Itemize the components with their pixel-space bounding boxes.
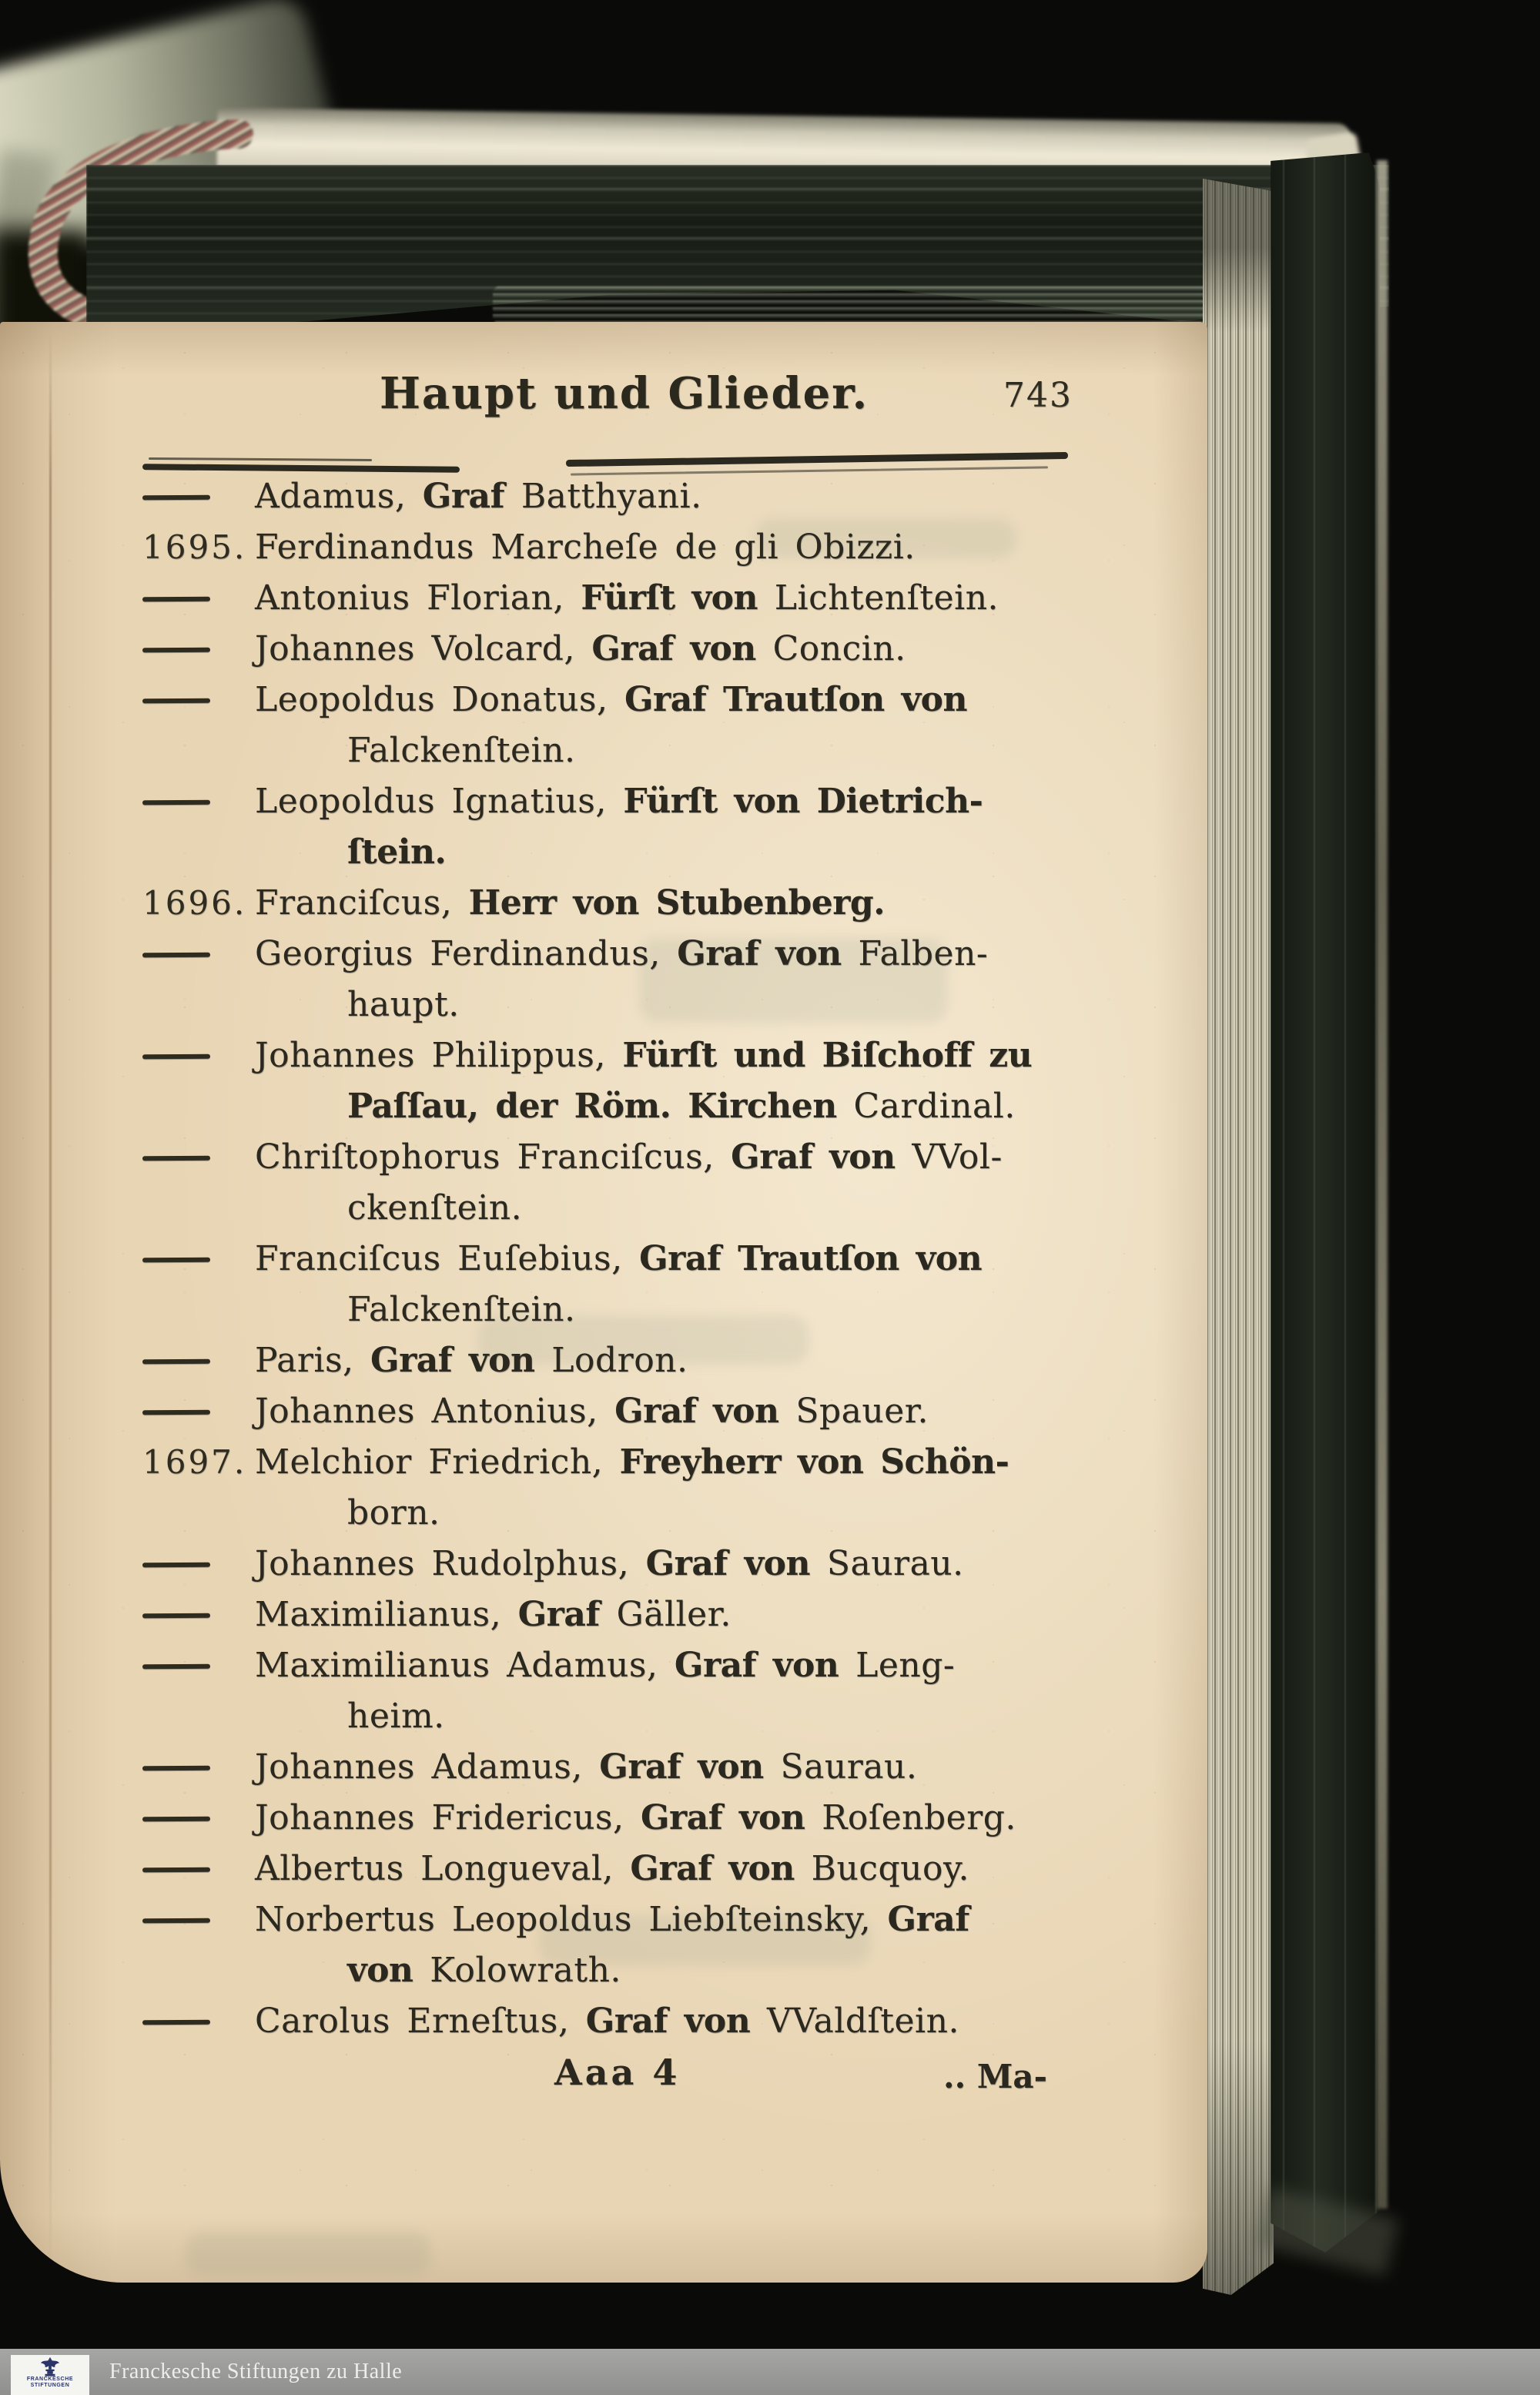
book-page: [0, 322, 1207, 2283]
entry-dash: [142, 1386, 255, 1437]
entry-line: born.: [347, 1493, 440, 1532]
entry-line: von Kolowrath.: [347, 1951, 621, 1990]
entry-line: Maximilianus Adamus, Graf von Leng-: [255, 1646, 956, 1685]
page-number: 743: [1003, 376, 1073, 415]
footer-bar: [0, 2349, 1540, 2395]
entry-dash: [142, 1132, 255, 1183]
francke-eagle-icon: [38, 2356, 62, 2377]
entry-line: Falckenſtein.: [347, 1290, 576, 1329]
entry-text: [255, 1894, 1119, 1996]
entry-line: Adamus, Graf Batthyani.: [255, 477, 702, 516]
entry-year: 1697.: [142, 1443, 247, 1481]
entry-text: [255, 1437, 1119, 1539]
entry-row: [142, 1793, 1119, 1844]
entry-line: Leopoldus Donatus, Graf Trautſon von: [255, 680, 968, 719]
dash-mark: [142, 494, 210, 500]
dash-mark: [142, 596, 210, 601]
entry-text: [255, 1793, 1119, 1844]
entry-line: Albertus Longueval, Graf von Bucquoy.: [255, 1849, 969, 1888]
entry-text: [255, 1844, 1119, 1894]
entry-row: [142, 522, 1119, 573]
entry-line: Johannes Rudolphus, Graf von Saurau.: [255, 1544, 964, 1583]
dash-mark: [142, 1409, 210, 1415]
dash-mark: [142, 1053, 210, 1059]
dash-mark: [142, 1816, 210, 1821]
entry-line: Falckenſtein.: [347, 731, 576, 770]
entry-dash: [142, 1793, 255, 1844]
entry-line: Franciſcus, Herr von Stubenberg.: [255, 883, 886, 923]
entry-row: [142, 1234, 1119, 1335]
entry-line: Antonius Florian, Fürſt von Lichtenſtein.: [255, 578, 999, 618]
right-fore-edge-dark: [1270, 152, 1380, 2261]
entry-text: [255, 1539, 1119, 1589]
gutter-crease: [49, 333, 52, 2273]
entry-dash: [142, 1894, 255, 1945]
entry-dash: [142, 1589, 255, 1640]
entry-text: [255, 776, 1119, 878]
entry-row: [142, 1844, 1119, 1894]
cover-edge-highlight: [1377, 160, 1388, 2209]
entry-text: [255, 522, 1119, 573]
dash-mark: [142, 1663, 210, 1669]
entry-line: Johannes Adamus, Graf von Saurau.: [255, 1747, 918, 1787]
entry-dash: [142, 929, 255, 980]
entry-text: [255, 1335, 1119, 1386]
entry-year: 1696.: [142, 884, 247, 922]
entry-text: [255, 1030, 1119, 1132]
entry-row: [142, 1589, 1119, 1640]
entry-row: [142, 929, 1119, 1030]
rule-stroke: [566, 452, 1068, 467]
entry-line: Leopoldus Ignatius, Fürſt von Dietrich-: [255, 782, 983, 821]
entry-line: Chriſtophorus Franciſcus, Graf von VVol-: [255, 1137, 1003, 1177]
entry-row: [142, 1132, 1119, 1234]
entry-line: Paris, Graf von Lodron.: [255, 1341, 688, 1380]
dash-mark: [142, 1613, 210, 1618]
entry-text: [255, 1742, 1119, 1793]
entry-dash: [142, 624, 255, 675]
dash-mark: [142, 1358, 210, 1364]
entry-dash: [142, 573, 255, 624]
entry-text: [255, 471, 1119, 522]
entry-line: Maximilianus, Graf Gäller.: [255, 1595, 732, 1634]
entry-line: Norbertus Leopoldus Liebſteinsky, Graf: [255, 1900, 969, 1939]
entry-dash: [142, 1335, 255, 1386]
entry-year: 1695.: [142, 528, 247, 566]
entry-row: [142, 1030, 1119, 1132]
entry-text: [255, 624, 1119, 675]
logo-text-line2: STIFTUNGEN: [30, 2383, 70, 2388]
entry-dash: [142, 1742, 255, 1793]
entry-row: [142, 573, 1119, 624]
top-page-edge-layers: [493, 286, 1217, 323]
dash-mark: [142, 1257, 210, 1262]
entry-row: [142, 675, 1119, 776]
entry-text: [255, 929, 1119, 1030]
entry-text: [255, 573, 1119, 624]
entry-dash: [142, 1234, 255, 1285]
entry-row: [142, 1996, 1119, 2047]
right-page-edges: [1203, 179, 1274, 2295]
page-header-title: Haupt und Glieder.: [380, 368, 869, 419]
entry-line: ckenſtein.: [347, 1188, 523, 1228]
catchword: .. Ma-: [943, 2058, 1048, 2095]
dash-mark: [142, 1155, 210, 1161]
entry-dash: [142, 675, 255, 725]
entry-dash: [142, 1996, 255, 2047]
entry-line: Franciſcus Euſebius, Graf Trautſon von: [255, 1239, 983, 1278]
institution-logo: [11, 2355, 89, 2395]
dash-mark: [142, 647, 210, 652]
entry-dash: [142, 471, 255, 522]
entry-line: heim.: [347, 1697, 445, 1736]
dash-mark: [142, 698, 210, 703]
entry-line: Ferdinandus Marcheſe de gli Obizzi.: [255, 528, 916, 567]
dash-mark: [142, 1918, 210, 1923]
entry-row: [142, 1894, 1119, 1996]
entry-line: Paſſau, der Röm. Kirchen Cardinal.: [347, 1087, 1016, 1126]
dash-mark: [142, 952, 210, 957]
entry-list: [142, 471, 1119, 2047]
entry-dash: [142, 1539, 255, 1589]
entry-text: [255, 878, 1119, 929]
entry-line: Johannes Philippus, Fürſt und Biſchoff zu: [255, 1036, 1033, 1075]
institution-name: Franckesche Stiftungen zu Halle: [109, 2360, 403, 2383]
entry-dash: [142, 1640, 255, 1691]
entry-dash: [142, 1030, 255, 1081]
entry-row: [142, 1386, 1119, 1437]
entry-line: Johannes Volcard, Graf von Concin.: [255, 629, 906, 668]
entry-row: [142, 1335, 1119, 1386]
entry-row: [142, 1742, 1119, 1793]
entry-text: [255, 1640, 1119, 1742]
dash-mark: [142, 799, 210, 805]
logo-text-line1: FRANCKESCHE: [26, 2377, 74, 2382]
rule-stroke: [149, 457, 372, 461]
entry-row: [142, 1640, 1119, 1742]
signature-mark: Aaa 4: [554, 2052, 681, 2093]
dash-mark: [142, 1562, 210, 1567]
entry-row: [142, 1539, 1119, 1589]
entry-dash: [142, 1844, 255, 1894]
entry-row: [142, 776, 1119, 878]
dash-mark: [142, 2019, 210, 2025]
entry-line: Melchior Friedrich, Freyherr von Schön-: [255, 1442, 1009, 1482]
entry-line: Johannes Antonius, Graf von Spauer.: [255, 1392, 929, 1431]
entry-text: [255, 1589, 1119, 1640]
entry-dash: [142, 776, 255, 827]
show-through-ghost: [185, 2232, 431, 2275]
entry-text: [255, 1386, 1119, 1437]
dash-mark: [142, 1867, 210, 1872]
entry-line: Johannes Fridericus, Graf von Roſenberg.: [255, 1798, 1016, 1837]
entry-text: [255, 1132, 1119, 1234]
entry-line: haupt.: [347, 985, 460, 1024]
entry-row: [142, 471, 1119, 522]
entry-line: ſtein.: [347, 832, 447, 872]
entry-row: [142, 1437, 1119, 1539]
entry-text: [255, 1234, 1119, 1335]
entry-row: [142, 624, 1119, 675]
entry-line: Carolus Erneſtus, Graf von VValdſtein.: [255, 2001, 959, 2041]
dash-mark: [142, 1765, 210, 1770]
entry-row: [142, 878, 1119, 929]
entry-line: Georgius Ferdinandus, Graf von Falben-: [255, 934, 989, 973]
entry-text: [255, 675, 1119, 776]
entry-text: [255, 1996, 1119, 2047]
